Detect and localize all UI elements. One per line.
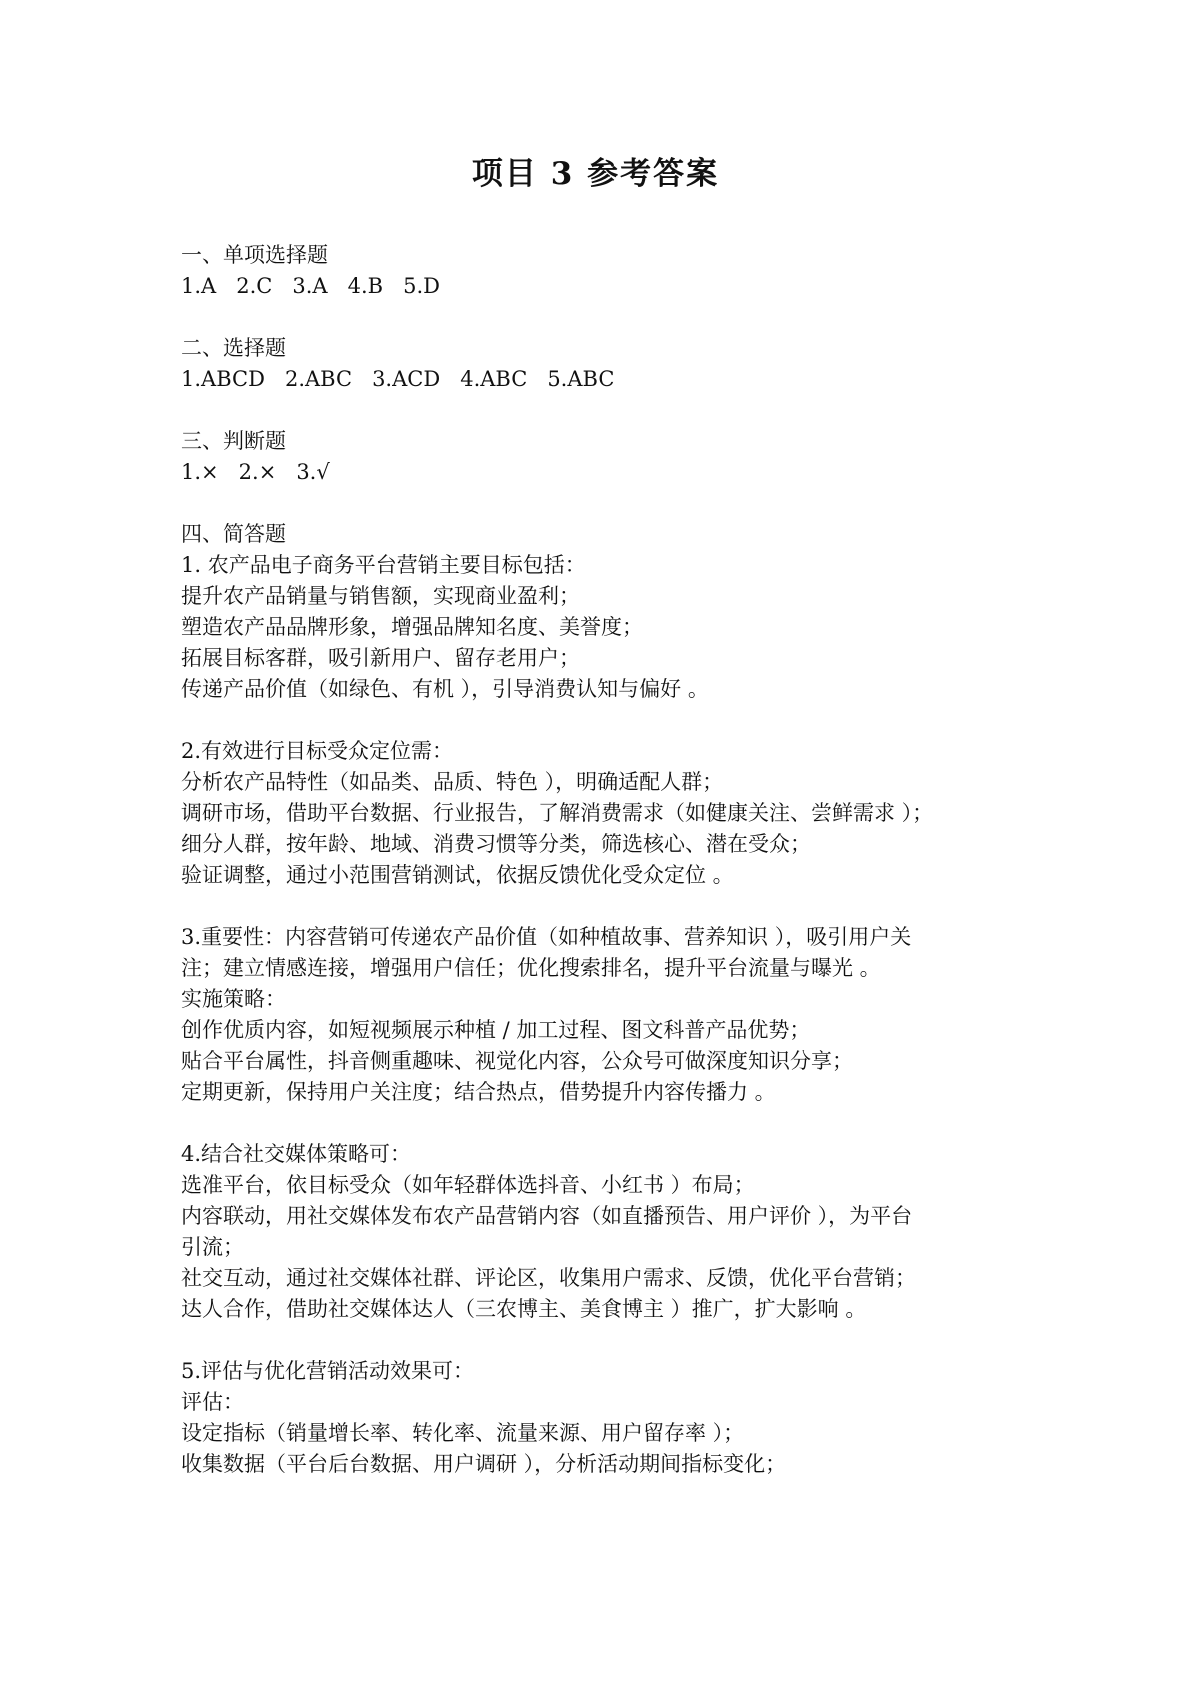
- section-multi-choice: [181, 333, 1021, 395]
- section-heading: 一、单项选择题: [181, 243, 328, 267]
- section-heading: 四、简答题: [181, 522, 286, 546]
- answer-line: 1.ABCD 2.ABC 3.ACD 4.ABC 5.ABC: [181, 367, 615, 391]
- text-line: 4.结合社交媒体策略可：: [181, 1142, 412, 1166]
- text-line: 分析农产品特性（如品类、品质、特色 ），明确适配人群；: [181, 770, 724, 794]
- text-line: 设定指标（销量增长率、转化率、流量来源、用户留存率 ）；: [181, 1421, 745, 1445]
- spacer: [181, 488, 1021, 519]
- text-line: 选准平台，依目标受众（如年轻群体选抖音、小红书 ）布局；: [181, 1173, 755, 1197]
- section-true-false: [181, 426, 1021, 488]
- text-line: 2.有效进行目标受众定位需：: [181, 739, 454, 763]
- page-title: 项目 3 参考答案: [471, 156, 720, 192]
- spacer: [181, 1108, 1021, 1139]
- document-body: [181, 240, 1021, 1480]
- text-line: 内容联动，用社交媒体发布农产品营销内容（如直播预告、用户评价 ），为平台: [181, 1204, 913, 1228]
- section-short-answer: [181, 519, 1021, 1480]
- spacer: [181, 1325, 1021, 1356]
- text-line: 收集数据（平台后台数据、用户调研 ），分析活动期间指标变化；: [181, 1452, 787, 1476]
- answer-line: 1.A 2.C 3.A 4.B 5.D: [181, 274, 440, 298]
- text-line: 社交互动，通过社交媒体社群、评论区，收集用户需求、反馈，优化平台营销；: [181, 1266, 916, 1290]
- text-line: 贴合平台属性，抖音侧重趣味、视觉化内容，公众号可做深度知识分享；: [181, 1049, 853, 1073]
- text-line: 引流；: [181, 1235, 244, 1259]
- answer-block-q3: [181, 922, 1021, 1108]
- text-line: 实施策略：: [181, 987, 286, 1011]
- text-line: 提升农产品销量与销售额，实现商业盈利；: [181, 584, 580, 608]
- answer-block-q1: [181, 550, 1021, 705]
- spacer: [181, 395, 1021, 426]
- text-line: 3.重要性：内容营销可传递农产品价值（如种植故事、营养知识 ），吸引用户关: [181, 925, 912, 949]
- spacer: [181, 705, 1021, 736]
- text-line: 5.评估与优化营销活动效果可：: [181, 1359, 475, 1383]
- answer-block-q5: [181, 1356, 1021, 1480]
- text-line: 达人合作，借助社交媒体达人（三农博主、美食博主 ）推广，扩大影响 。: [181, 1297, 867, 1321]
- text-line: 拓展目标客群，吸引新用户、留存老用户；: [181, 646, 580, 670]
- text-line: 注；建立情感连接，增强用户信任；优化搜索排名，提升平台流量与曝光 。: [181, 956, 881, 980]
- text-line: 验证调整，通过小范围营销测试，依据反馈优化受众定位 。: [181, 863, 734, 887]
- text-line: 评估：: [181, 1390, 244, 1414]
- answer-block-q2: [181, 736, 1021, 891]
- text-line: 创作优质内容，如短视频展示种植 / 加工过程、图文科普产品优势；: [181, 1018, 811, 1042]
- spacer: [181, 302, 1021, 333]
- text-line: 塑造农产品品牌形象，增强品牌知名度、美誉度；: [181, 615, 643, 639]
- text-line: 调研市场，借助平台数据、行业报告，了解消费需求（如健康关注、尝鲜需求 ）；: [181, 801, 934, 825]
- spacer: [181, 891, 1021, 922]
- answer-line: 1.× 2.× 3.√: [181, 460, 330, 484]
- section-heading: 三、判断题: [181, 429, 286, 453]
- section-heading: 二、选择题: [181, 336, 286, 360]
- text-line: 传递产品价值（如绿色、有机 ），引导消费认知与偏好 。: [181, 677, 709, 701]
- text-line: 细分人群，按年龄、地域、消费习惯等分类，筛选核心、潜在受众；: [181, 832, 811, 856]
- section-single-choice: [181, 240, 1021, 302]
- answer-block-q4: [181, 1139, 1021, 1325]
- text-line: 定期更新，保持用户关注度；结合热点，借势提升内容传播力 。: [181, 1080, 776, 1104]
- text-line: 1. 农产品电子商务平台营销主要目标包括：: [181, 553, 586, 577]
